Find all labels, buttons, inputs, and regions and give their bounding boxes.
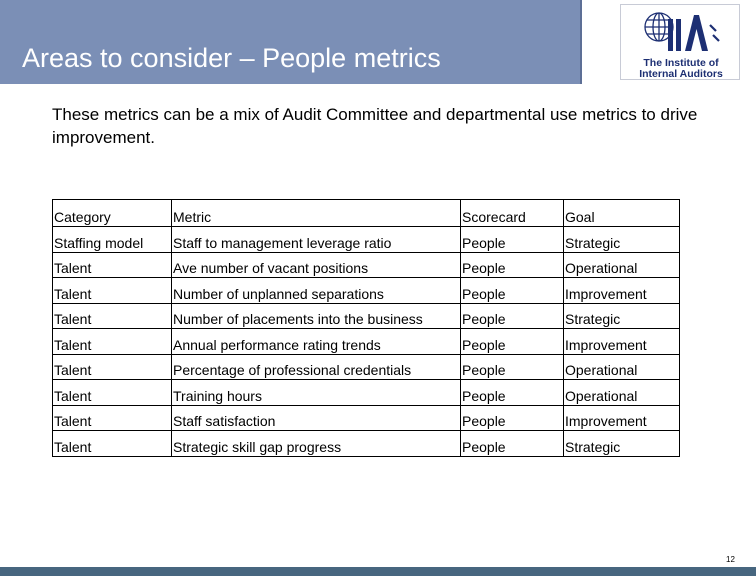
cell-category: Talent [53,405,172,431]
metrics-table [52,199,680,457]
cell-metric: Staff to management leverage ratio [172,227,461,253]
table-header-row [53,200,680,227]
cell-metric: Number of placements into the business [172,303,461,329]
cell-goal: Strategic [564,303,680,329]
cell-goal: Operational [564,380,680,406]
table-row [53,431,680,457]
cell-category: Talent [53,354,172,380]
cell-goal: Improvement [564,405,680,431]
cell-category: Talent [53,278,172,304]
cell-scorecard: People [461,405,564,431]
logo-text-line1: The Institute of [643,57,719,69]
cell-metric: Training hours [172,380,461,406]
cell-category: Talent [53,329,172,355]
cell-category: Talent [53,380,172,406]
table-row [53,227,680,253]
cell-scorecard: People [461,329,564,355]
cell-goal: Strategic [564,431,680,457]
cell-metric: Percentage of professional credentials [172,354,461,380]
slide-title: Areas to consider – People metrics [22,43,441,73]
cell-goal: Improvement [564,278,680,304]
cell-scorecard: People [461,227,564,253]
cell-scorecard: People [461,380,564,406]
cell-metric: Staff satisfaction [172,405,461,431]
cell-scorecard: People [461,354,564,380]
cell-metric: Ave number of vacant positions [172,252,461,278]
cell-goal: Strategic [564,227,680,253]
cell-category: Talent [53,431,172,457]
cell-goal: Improvement [564,329,680,355]
table-row [53,252,680,278]
iia-logo [620,4,740,80]
footer-bar [0,567,756,576]
cell-scorecard: People [461,278,564,304]
cell-scorecard: People [461,431,564,457]
table-row [53,329,680,355]
cell-category: Staffing model [53,227,172,253]
cell-goal: Operational [564,354,680,380]
cell-goal: Operational [564,252,680,278]
cell-metric: Strategic skill gap progress [172,431,461,457]
table-row [53,380,680,406]
table-row [53,303,680,329]
logo-text-line2: Internal Auditors [639,68,723,80]
cell-metric: Number of unplanned separations [172,278,461,304]
header-scorecard: Scorecard [461,200,564,227]
cell-metric: Annual performance rating trends [172,329,461,355]
header-category: Category [53,200,172,227]
table-row [53,354,680,380]
cell-scorecard: People [461,252,564,278]
table-row [53,405,680,431]
intro-text: These metrics can be a mix of Audit Committee and departmental use metrics to drive improvement. [52,105,698,147]
globe-icon [621,5,741,57]
header-metric: Metric [172,200,461,227]
header-goal: Goal [564,200,680,227]
cell-scorecard: People [461,303,564,329]
cell-category: Talent [53,252,172,278]
table-row [53,278,680,304]
page-number: 12 [726,555,735,564]
cell-category: Talent [53,303,172,329]
